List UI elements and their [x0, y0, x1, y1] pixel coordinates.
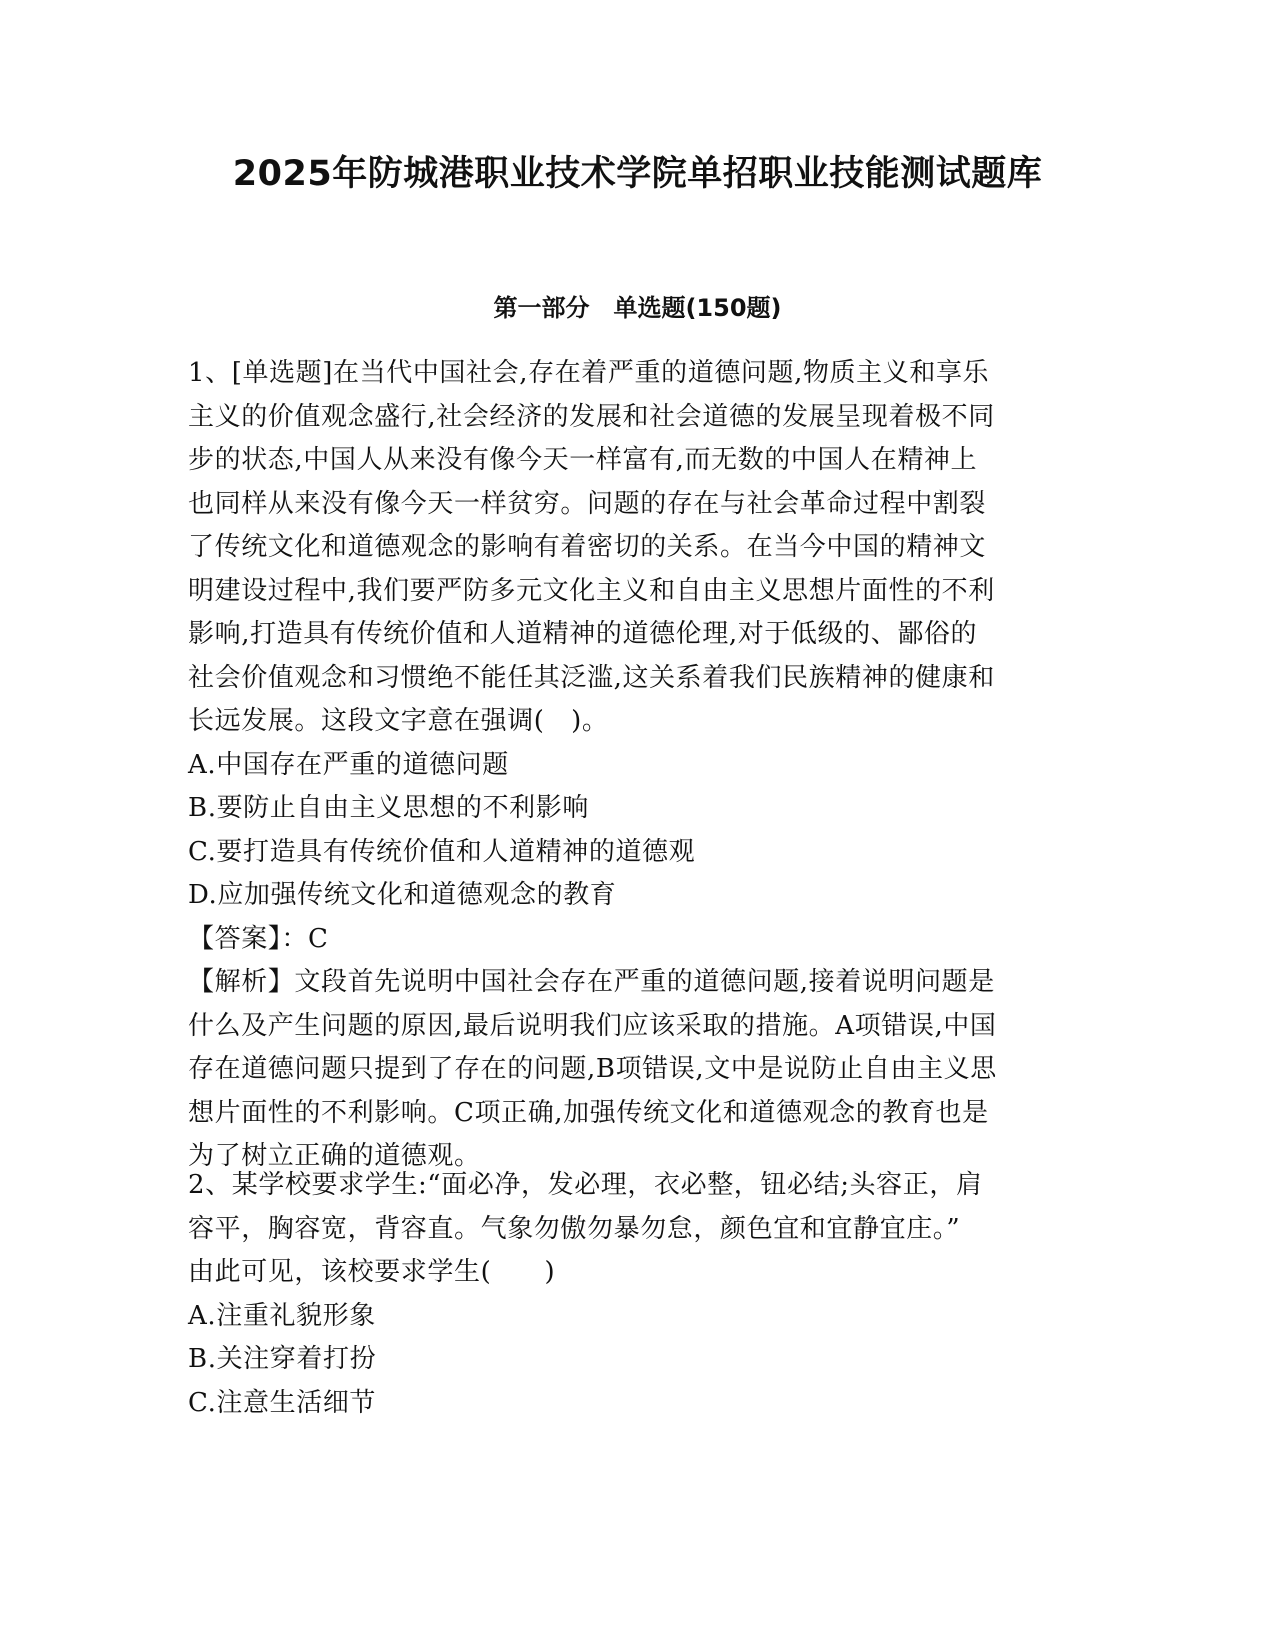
option-c: C.注意生活细节: [188, 1387, 377, 1418]
stem-line: 主义的价值观念盛行,社会经济的发展和社会道德的发展呈现着极不同: [188, 401, 995, 432]
analysis-line: 【解析】文段首先说明中国社会存在严重的道德问题,接着说明问题是: [188, 967, 995, 997]
analysis-line: 想片面性的不利影响。C项正确,加强传统文化和道德观念的教育也是: [188, 1097, 989, 1128]
question-2: [188, 1164, 1083, 1425]
option-a: A.中国存在严重的道德问题: [188, 749, 509, 780]
analysis: [188, 961, 1083, 1179]
document-title: 2025年防城港职业技术学院单招职业技能测试题库: [232, 154, 1043, 194]
stem-line: 1、[单选题]在当代中国社会,存在着严重的道德问题,物质主义和享乐: [188, 358, 990, 388]
stem-line: 明建设过程中,我们要严防多元文化主义和自由主义思想片面性的不利: [188, 575, 995, 606]
section-title: 第一部分 单选题(150题): [493, 294, 782, 322]
answer-line: 【答案】：C: [188, 923, 329, 954]
stem-line: 2、某学校要求学生:“面必净，发必理，衣必整，钮必结;头容正，肩: [188, 1170, 983, 1200]
question-options: [188, 744, 1083, 918]
stem-line: 也同样从来没有像今天一样贫穷。问题的存在与社会革命过程中割裂: [188, 488, 987, 519]
option-d: D.应加强传统文化和道德观念的教育: [188, 880, 617, 910]
option-b: B.要防止自由主义思想的不利影响: [188, 793, 589, 823]
option-a: A.注重礼貌形象: [188, 1300, 376, 1331]
stem-line: 长远发展。这段文字意在强调( )。: [188, 706, 609, 736]
question-1: [188, 352, 1083, 1179]
question-stem: [188, 352, 1083, 744]
analysis-line: 什么及产生问题的原因,最后说明我们应该采取的措施。A项错误,中国: [188, 1010, 997, 1041]
stem-line: 由此可见，该校要求学生( ): [188, 1257, 556, 1287]
analysis-line: 存在道德问题只提到了存在的问题,B项错误,文中是说防止自由主义思: [188, 1054, 997, 1084]
question-stem: [188, 1164, 1083, 1295]
analysis-line: 为了树立正确的道德观。: [188, 1141, 481, 1171]
option-b: B.关注穿着打扮: [188, 1344, 377, 1374]
option-c: C.要打造具有传统价值和人道精神的道德观: [188, 836, 696, 867]
stem-line: 影响,打造具有传统价值和人道精神的道德伦理,对于低级的、鄙俗的: [188, 619, 978, 649]
stem-line: 社会价值观念和习惯绝不能任其泛滥,这关系着我们民族精神的健康和: [188, 662, 995, 693]
stem-line: 了传统文化和道德观念的影响有着密切的关系。在当今中国的精神文: [188, 532, 987, 562]
question-options: [188, 1295, 1083, 1426]
stem-line: 容平，胸容宽，背容直。气象勿傲勿暴勿怠，颜色宜和宜静宜庄。”: [188, 1213, 961, 1244]
stem-line: 步的状态,中国人从来没有像今天一样富有,而无数的中国人在精神上: [188, 445, 978, 475]
